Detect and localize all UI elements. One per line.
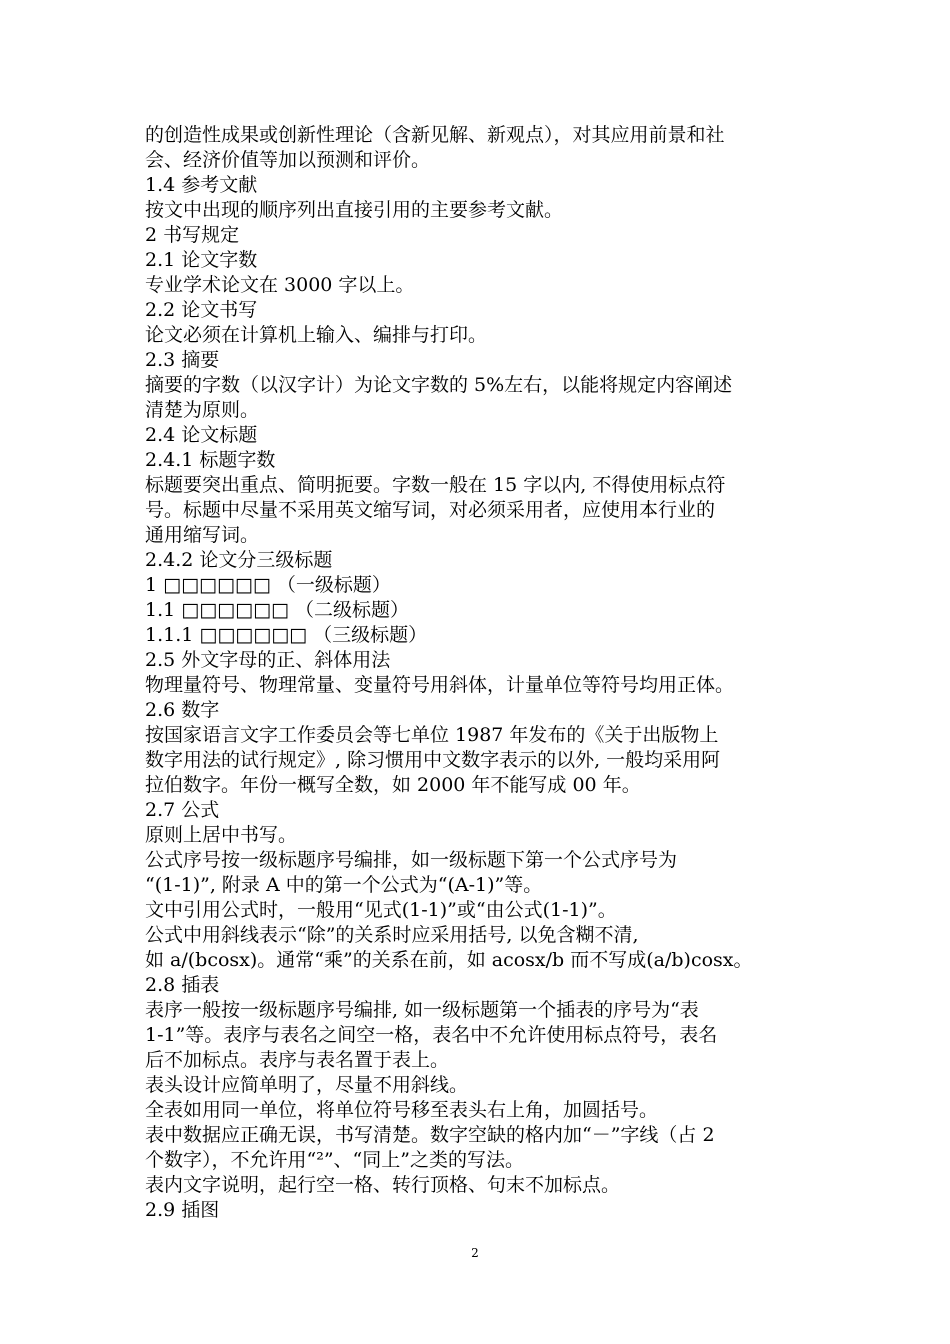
- heading-example: 1.1 □□□□□□ （二级标题）: [145, 599, 410, 621]
- text-line: 按文中出现的顺序列出直接引用的主要参考文献。: [145, 199, 564, 221]
- text-line: 会、经济价值等加以预测和评价。: [145, 149, 431, 171]
- section-heading: 2.8 插表: [145, 974, 220, 996]
- text-line: 表头设计应简单明了，尽量不用斜线。: [145, 1074, 469, 1096]
- section-heading: 2.2 论文书写: [145, 299, 258, 321]
- text-line: 的创造性成果或创新性理论（含新见解、新观点），对其应用前景和社: [145, 124, 725, 146]
- section-heading: 2.1 论文字数: [145, 249, 258, 271]
- page-number: 2: [471, 1246, 479, 1260]
- text-line: 清楚为原则。: [145, 399, 260, 421]
- text-line: 论文必须在计算机上输入、编排与打印。: [145, 324, 488, 346]
- section-heading: 2.4.1 标题字数: [145, 449, 276, 471]
- text-line: 1-1”等。表序与表名之间空一格，表名中不允许使用标点符号，表名: [145, 1024, 718, 1046]
- text-line: 表内文字说明，起行空一格、转行顶格、句末不加标点。: [145, 1174, 621, 1196]
- text-line: 公式序号按一级标题序号编排，如一级标题下第一个公式序号为: [145, 849, 678, 871]
- section-heading: 2.6 数字: [145, 699, 220, 721]
- heading-example: 1.1.1 □□□□□□ （三级标题）: [145, 624, 428, 646]
- text-line: 原则上居中书写。: [145, 824, 298, 846]
- section-heading: 1.4 参考文献: [145, 174, 258, 196]
- text-line: 公式中用斜线表示“除”的关系时应采用括号, 以免含糊不清,: [145, 924, 639, 946]
- text-line: 通用缩写词。: [145, 524, 260, 546]
- section-heading: 2.7 公式: [145, 799, 220, 821]
- text-line: 后不加标点。表序与表名置于表上。: [145, 1049, 450, 1071]
- text-line: 专业学术论文在 3000 字以上。: [145, 274, 415, 296]
- section-heading: 2.5 外文字母的正、斜体用法: [145, 649, 391, 671]
- text-line: 标题要突出重点、简明扼要。字数一般在 15 字以内, 不得使用标点符: [145, 474, 726, 496]
- text-line: 表序一般按一级标题序号编排, 如一级标题第一个插表的序号为“表: [145, 999, 699, 1021]
- text-line: 个数字），不允许用“²”、“同上”之类的写法。: [145, 1149, 524, 1171]
- text-line: 摘要的字数（以汉字计）为论文字数的 5%左右，以能将规定内容阐述: [145, 374, 733, 396]
- text-line: 如 a/(bcosx)。通常“乘”的关系在前，如 acosx/b 而不写成(a/b)cosx。: [145, 949, 753, 971]
- text-line: “(1-1)”, 附录 A 中的第一个公式为“(A-1)”等。: [145, 874, 543, 896]
- section-heading: 2.3 摘要: [145, 349, 220, 371]
- section-heading: 2 书写规定: [145, 224, 240, 246]
- section-heading: 2.4 论文标题: [145, 424, 258, 446]
- section-heading: 2.4.2 论文分三级标题: [145, 549, 333, 571]
- text-line: 按国家语言文字工作委员会等七单位 1987 年发布的《关于出版物上: [145, 724, 719, 746]
- text-line: 物理量符号、物理常量、变量符号用斜体，计量单位等符号均用正体。: [145, 674, 735, 696]
- text-line: 拉伯数字。年份一概写全数，如 2000 年不能写成 00 年。: [145, 774, 641, 796]
- section-heading: 2.9 插图: [145, 1199, 220, 1221]
- text-line: 文中引用公式时，一般用“见式(1-1)”或“由公式(1-1)”。: [145, 899, 617, 921]
- text-line: 表中数据应正确无误，书写清楚。数字空缺的格内加“－”字线（占 2: [145, 1124, 715, 1146]
- heading-example: 1 □□□□□□ （一级标题）: [145, 574, 391, 596]
- document-body: [145, 123, 810, 1223]
- text-line: 号。标题中尽量不采用英文缩写词，对必须采用者，应使用本行业的: [145, 499, 716, 521]
- text-line: 全表如用同一单位，将单位符号移至表头右上角，加圆括号。: [145, 1099, 659, 1121]
- text-line: 数字用法的试行规定》, 除习惯用中文数字表示的以外, 一般均采用阿: [145, 749, 721, 771]
